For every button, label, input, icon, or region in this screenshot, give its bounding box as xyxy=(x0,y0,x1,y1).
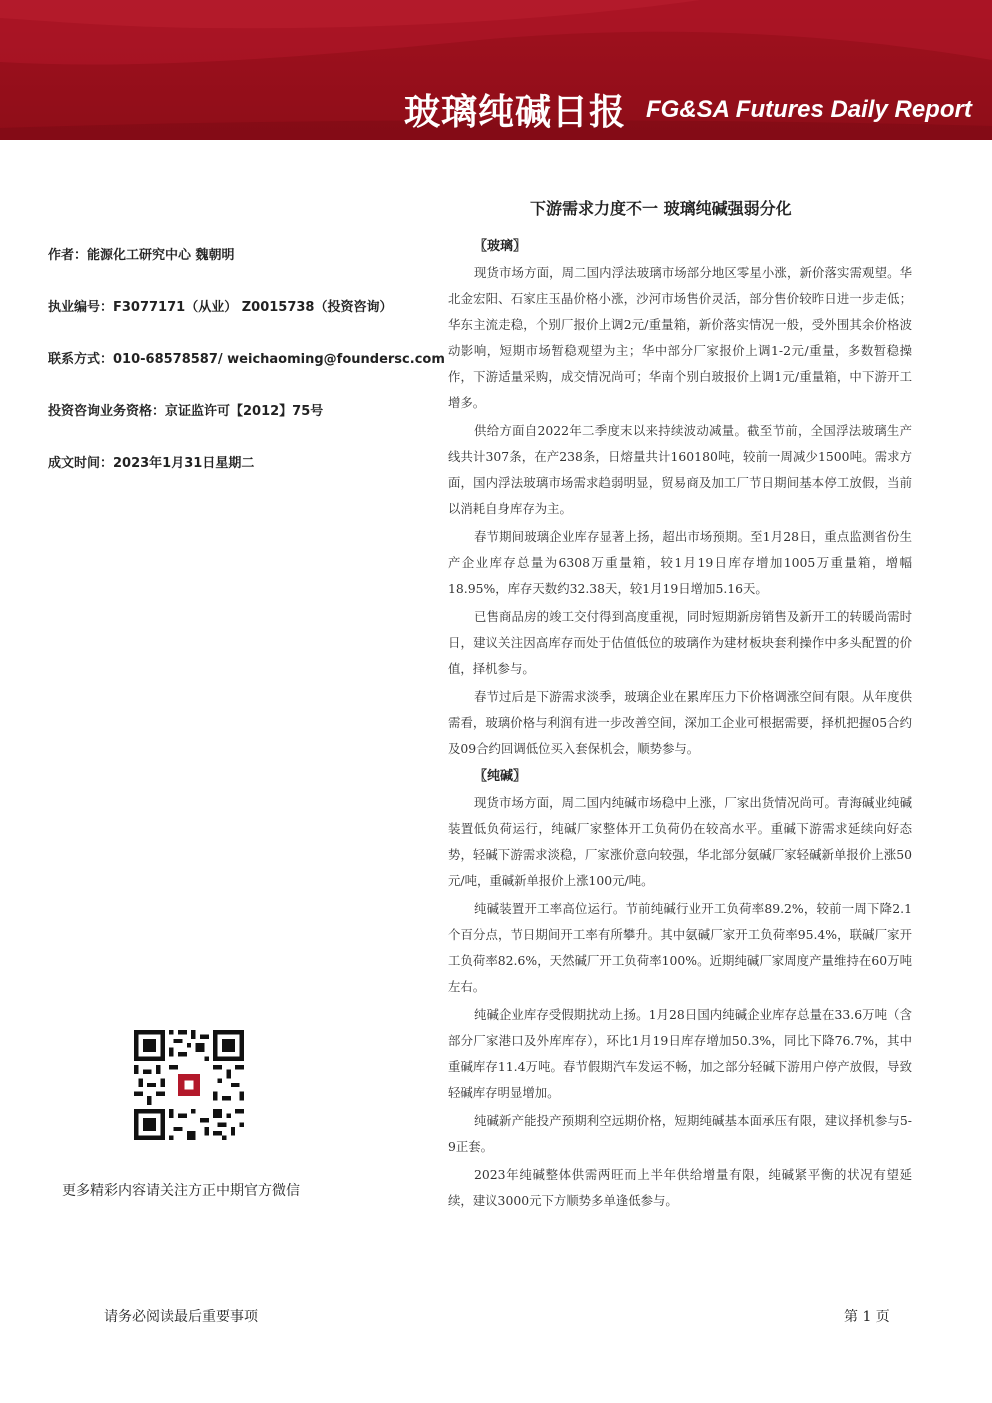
meta-contact: 联系方式：010-68578587/ weichaoming@foundersc.com xyxy=(48,352,445,367)
glass-paragraph: 春节期间玻璃企业库存显著上扬，超出市场预期。至1月28日，重点监测省份生产企业库存总量为6308万重量箱，较1月19日库存增加1005万重量箱，增幅18.95%，库存天数约32.38天，较1月19日增加5.16天。 xyxy=(448,529,912,596)
section-heading-soda: 〖纯碱〗 xyxy=(474,769,527,784)
meta-qualification: 投资咨询业务资格：京证监许可【2012】75号 xyxy=(48,404,324,419)
footer-notice: 请务必阅读最后重要事项 xyxy=(104,1309,258,1325)
soda-paragraph: 纯碱新产能投产预期利空远期价格，短期纯碱基本面承压有限，建议择机参与5-9正套。 xyxy=(448,1113,912,1154)
section-heading-glass: 〖玻璃〗 xyxy=(474,239,527,254)
page-number: 第 1 页 xyxy=(844,1309,890,1325)
report-body xyxy=(448,234,912,1216)
soda-paragraph: 2023年纯碱整体供需两旺而上半年供给增量有限，纯碱紧平衡的状况有望延续，建议3000元下方顺势多单逢低参与。 xyxy=(448,1167,912,1208)
glass-paragraph: 现货市场方面，周二国内浮法玻璃市场部分地区零星小涨，新价落实需观望。华北金宏阳、石家庄玉晶价格小涨，沙河市场售价灵活，部分售价较昨日进一步走低；华东主流走稳，个别厂报价上调2元/重量箱，新价落实情况一般，受外围其余价格波动影响，短期市场暂稳观望为主；华中部分厂家报价上调1-2元/重量，多数暂稳操作，下游适量采购，成交情况尚可；华南个别白玻报价上调1元/重量箱，中下游开工增多。 xyxy=(448,265,912,410)
meta-author: 作者：能源化工研究中心 魏朝明 xyxy=(48,248,235,263)
report-title: 下游需求力度不一 玻璃纯碱强弱分化 xyxy=(530,199,792,218)
report-series-title-cn: 玻璃纯碱日报 xyxy=(404,92,627,133)
glass-paragraph: 供给方面自2022年二季度末以来持续波动减量。截至节前，全国浮法玻璃生产线共计307条，在产238条，日熔量共计160180吨，较前一周减少1500吨。需求方面，国内浮法玻璃市场需求趋弱明显，贸易商及加工厂节日期间基本停工放假，当前以消耗自身库存为主。 xyxy=(448,423,912,516)
meta-license: 执业编号：F3077171（从业） Z0015738（投资咨询） xyxy=(48,300,393,315)
report-series-title-en: FG&SA Futures Daily Report xyxy=(646,96,972,123)
meta-date: 成文时间：2023年1月31日星期二 xyxy=(48,456,255,471)
soda-paragraph: 纯碱企业库存受假期扰动上扬。1月28日国内纯碱企业库存总量在33.6万吨（含部分厂家港口及外库库存），环比1月19日库存增加50.3%，同比下降76.7%，其中重碱库存11.4万吨。春节假期汽车发运不畅，加之部分轻碱下游用户停产放假，导致轻碱库存明显增加。 xyxy=(448,1007,912,1100)
header-banner xyxy=(0,0,992,140)
glass-paragraph: 春节过后是下游需求淡季，玻璃企业在累库压力下价格调涨空间有限。从年度供需看，玻璃价格与利润有进一步改善空间，深加工企业可根据需要，择机把握05合约及09合约回调低位买入套保机会，顺势参与。 xyxy=(448,689,912,756)
soda-paragraph: 现货市场方面，周二国内纯碱市场稳中上涨，厂家出货情况尚可。青海碱业纯碱装置低负荷运行，纯碱厂家整体开工负荷仍在较高水平。重碱下游需求延续向好态势，轻碱下游需求淡稳，厂家涨价意向较强，华北部分氨碱厂家轻碱新单报价上涨50元/吨，重碱新单报价上涨100元/吨。 xyxy=(448,795,912,888)
wechat-qr-code xyxy=(134,1030,244,1140)
glass-paragraph: 已售商品房的竣工交付得到高度重视，同时短期新房销售及新开工的转暖尚需时日，建议关注因高库存而处于估值低位的玻璃作为建材板块套利操作中多头配置的价值，择机参与。 xyxy=(448,609,912,676)
soda-paragraph: 纯碱装置开工率高位运行。节前纯碱行业开工负荷率89.2%，较前一周下降2.1个百分点，节日期间开工率有所攀升。其中氨碱厂家开工负荷率95.4%，联碱厂家开工负荷率82.6%，天然碱厂开工负荷率100%。近期纯碱厂家周度产量维持在60万吨左右。 xyxy=(448,901,912,994)
qr-caption: 更多精彩内容请关注方正中期官方微信 xyxy=(62,1183,300,1199)
